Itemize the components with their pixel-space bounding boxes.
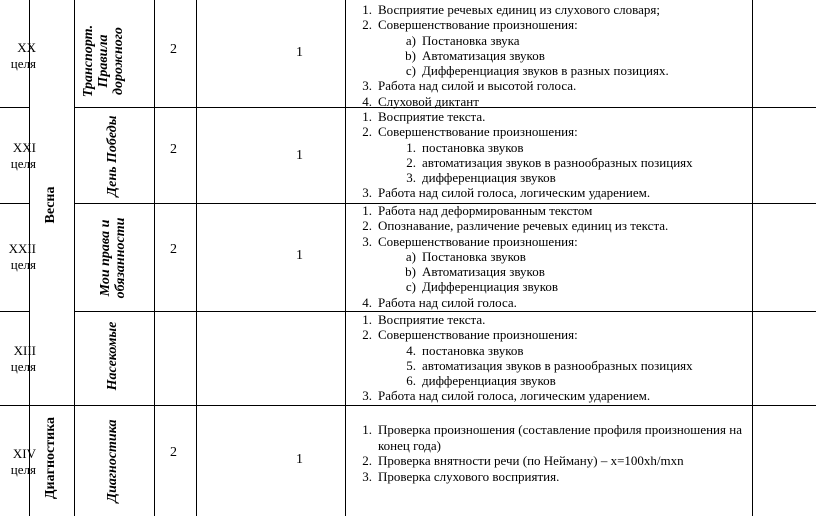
- list-text: Восприятие речевых единиц из слухового словаря;: [378, 2, 660, 17]
- list-marker: 3.: [362, 388, 372, 404]
- grid-line: [154, 0, 155, 516]
- list-text: Совершенствование произношения:: [378, 17, 578, 33]
- grid-line: [0, 203, 29, 204]
- list-text: Опознавание, различение речевых единиц из текста.: [378, 218, 669, 234]
- list-item: [352, 33, 752, 48]
- list-item: [352, 155, 752, 170]
- list-marker: 2.: [362, 17, 372, 33]
- grid-line: [752, 0, 753, 516]
- list-item: [352, 17, 752, 32]
- list-text: Работа над силой голоса.: [378, 294, 517, 310]
- list-marker: 2.: [362, 218, 372, 234]
- list-item: [352, 94, 752, 109]
- list-text: Постановка звука: [422, 32, 520, 48]
- list-text: дифференциация звуков: [422, 170, 556, 186]
- list-text: Постановка звуков: [422, 248, 526, 264]
- list-item: [352, 358, 752, 373]
- week-cell: XXII целя: [8, 241, 36, 272]
- grid-line: [345, 0, 346, 516]
- list-item: [352, 140, 752, 155]
- list-marker: 2.: [406, 154, 416, 170]
- list-text: дифференциация звуков: [422, 373, 556, 389]
- list-marker: 3.: [362, 233, 372, 249]
- list-text: автоматизация звуков в разнообразных позициях: [422, 357, 693, 373]
- list-marker: 1.: [362, 312, 372, 327]
- season-label: Весна: [43, 186, 58, 224]
- list-marker: 1.: [362, 2, 372, 17]
- list-marker: 1.: [362, 109, 372, 124]
- list-item: [352, 48, 752, 63]
- content-list: [352, 422, 752, 484]
- list-marker: b): [405, 264, 416, 280]
- list-text: Автоматизация звуков: [422, 264, 545, 280]
- list-marker: 4.: [362, 93, 372, 109]
- list-marker: 4.: [406, 342, 416, 358]
- hours-value: 2: [170, 142, 177, 157]
- list-text: Работа над силой голоса, логическим ударением.: [378, 388, 651, 404]
- theme-label: Транспорт. Правила дорожного: [81, 24, 126, 98]
- content-list: [352, 312, 752, 404]
- list-text: Работа над силой голоса, логическим ударением.: [378, 185, 651, 201]
- list-item: [352, 388, 752, 403]
- list-text: Восприятие текста.: [378, 109, 486, 124]
- list-text: Работа над деформированным текстом: [378, 203, 593, 218]
- week-cell: XX целя: [10, 40, 36, 71]
- list-item: [352, 279, 752, 294]
- list-text: Дифференциация звуков в разных позициях.: [422, 63, 669, 79]
- list-text: Слуховой диктант: [378, 93, 479, 109]
- week-cell: XIV целя: [10, 446, 36, 477]
- list-marker: b): [405, 47, 416, 63]
- list-marker: 1.: [362, 203, 372, 218]
- season-label: Диагностика: [43, 416, 58, 500]
- list-text: Совершенствование произношения:: [378, 124, 578, 140]
- list-marker: c): [405, 279, 416, 295]
- list-marker: 5.: [406, 357, 416, 373]
- list-item: [352, 203, 752, 218]
- theme-label: Диагностика: [105, 419, 120, 503]
- week-cell: XXI целя: [10, 140, 36, 171]
- list-text: Проверка произношения (составление профиля произношения на конец года): [378, 422, 742, 453]
- hours-value: 2: [170, 242, 177, 257]
- count-value: 1: [296, 45, 303, 60]
- list-text: постановка звуков: [422, 342, 524, 358]
- list-item: [352, 109, 752, 124]
- content-list: [352, 2, 752, 109]
- list-text: постановка звуков: [422, 139, 524, 155]
- list-marker: 4.: [362, 294, 372, 310]
- count-value: 1: [296, 452, 303, 467]
- list-item: [352, 234, 752, 249]
- list-item: [352, 2, 752, 17]
- list-marker: 3.: [406, 170, 416, 186]
- content-list: [352, 203, 752, 310]
- list-text: Работа над силой и высотой голоса.: [378, 78, 577, 94]
- list-marker: a): [405, 32, 416, 48]
- list-item: [352, 343, 752, 358]
- theme-label: Насекомые: [105, 321, 120, 391]
- list-marker: 2.: [362, 327, 372, 343]
- list-item: [352, 373, 752, 388]
- list-marker: 3.: [362, 78, 372, 94]
- list-text: Автоматизация звуков: [422, 47, 545, 63]
- count-value: 1: [296, 148, 303, 163]
- list-marker: c): [405, 63, 416, 79]
- list-item: [352, 422, 752, 453]
- list-item: [352, 170, 752, 185]
- week-cell: XIII целя: [10, 343, 36, 374]
- list-text: Дифференциация звуков: [422, 279, 559, 295]
- list-item: [352, 218, 752, 233]
- list-marker: 1.: [362, 422, 372, 437]
- list-text: автоматизация звуков в разнообразных позициях: [422, 154, 693, 170]
- list-text: Проверка внятности речи (по Нейману) – x=100xh/mxn: [378, 453, 684, 468]
- grid-line: [0, 311, 29, 312]
- list-marker: 1.: [406, 139, 416, 155]
- list-marker: 6.: [406, 373, 416, 389]
- list-marker: 3.: [362, 185, 372, 201]
- list-marker: 2.: [362, 124, 372, 140]
- list-text: Совершенствование произношения:: [378, 327, 578, 343]
- list-marker: 2.: [362, 453, 372, 468]
- list-item: [352, 264, 752, 279]
- list-marker: a): [405, 248, 416, 264]
- list-item: [352, 469, 752, 485]
- list-item: [352, 249, 752, 264]
- theme-label: День Победы: [105, 115, 120, 197]
- list-text: Восприятие текста.: [378, 312, 486, 327]
- grid-line: [196, 0, 197, 516]
- list-item: [352, 312, 752, 327]
- list-marker: 3.: [362, 468, 372, 484]
- list-text: Совершенствование произношения:: [378, 233, 578, 249]
- grid-line: [0, 107, 29, 108]
- list-item: [352, 295, 752, 310]
- list-item: [352, 453, 752, 469]
- hours-value: 2: [170, 445, 177, 460]
- grid-line: [74, 0, 75, 516]
- list-item: [352, 185, 752, 200]
- count-value: 1: [296, 248, 303, 263]
- list-item: [352, 63, 752, 78]
- list-item: [352, 124, 752, 139]
- content-list: [352, 109, 752, 201]
- list-item: [352, 327, 752, 342]
- hours-value: 2: [170, 42, 177, 57]
- theme-label: Мои права и обязанности: [98, 217, 128, 299]
- list-text: Проверка слухового восприятия.: [378, 468, 560, 484]
- list-item: [352, 78, 752, 93]
